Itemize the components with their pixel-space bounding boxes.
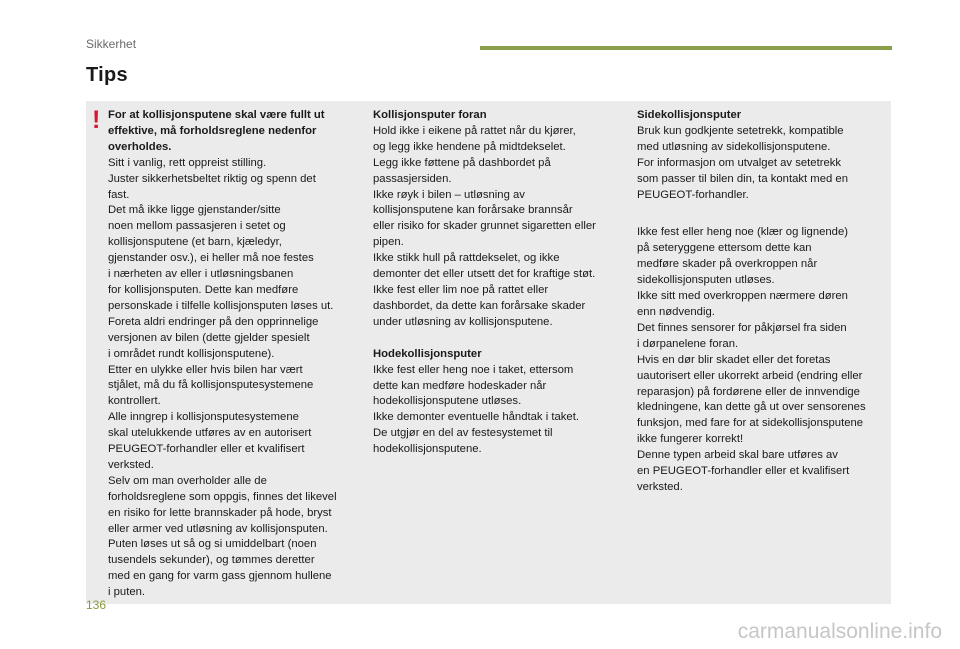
- precautions-text: Sitt i vanlig, rett oppreist stilling. Juster sikkerhetsbeltet riktig og spenn det fast. Det må ikke ligge gjenstander/sitte noen mellom passasjeren i setet og kollisjonsputene (et barn, kjæledyr, gjenstander osv.), ei heller må noe festes i nærheten av eller i utløsningsbanen for kollisjonsputen. Dette kan medføre personskade i tilfelle kollisjonsputen løses ut. Foreta aldri endringer på den opprinnelige versjonen av bilen (dette gjelder spesielt i området rundt kollisjonsputene). Etter en ulykke eller hvis bilen har vært stjålet, må du få kollisjonsputesystemene kontrollert. Alle inngrep i kollisjonsputesystemene skal utelukkende utføres av en autorisert PEUGEOT-forhandler eller et kvalifisert verksted. Selv om man overholder alle de forholdsreglene som oppgis, finnes det likevel en risiko for lette brannskader på hode, bryst eller armer ved utløsning av kollisjonsputen. Puten løses ut så og si umiddelbart (noen tusendels sekunder), og tømmes deretter med en gang for varm gass gjennom hullene i puten.: [108, 156, 337, 599]
- head-airbags-text: Ikke fest eller heng noe i taket, ettersom dette kan medføre hodeskader når hodekollisjonsputene utløses. Ikke demonter eventuelle håndtak i taket. De utgjør en del av festesystemet til hodekollisjonsputene.: [373, 363, 579, 456]
- side-airbags-text-2: Ikke fest eller heng noe (klær og lignende) på seteryggene ettersom dette kan medføre skader på overkroppen når sidekollisjonsputen utløses. Ikke sitt med overkroppen nærmere døren enn nødvendig. Det finnes sensorer for påkjørsel fra siden i dørpanelene foran. Hvis en dør blir skadet eller det foretas uautorisert eller ukorrekt arbeid (endring eller reparasjon) på fordørene eller de innvendige kledningene, kan dette gå ut over sensorenes funksjon, med fare for at sidekollisjonsputene ikke fungerer korrekt! Denne typen arbeid skal bare utføres av en PEUGEOT-forhandler eller et kvalifisert verksted.: [637, 226, 866, 493]
- page-title: Tips: [86, 64, 128, 86]
- exclamation-warning-icon: !: [92, 106, 101, 134]
- precautions-heading: For at kollisjonsputene skal være fullt ut effektive, må forholdsreglene nedenfor overholdes.: [108, 109, 325, 153]
- front-airbags-text: Hold ikke i eikene på rattet når du kjører, og legg ikke hendene på midtdekselet. Legg ikke føttene på dashbordet på passasjersiden. Ikke røyk i bilen – utløsning av kollisjonsputene kan forårsake brannsår eller risiko for skader grunnet sigaretten eller pipen. Ikke stikk hull på rattdekselet, og ikke demonter det eller utsett det for kraftige støt. Ikke fest eller lim noe på rattet eller dashbordet, da dette kan forårsake skader under utløsning av kollisjonsputene.: [373, 124, 596, 328]
- side-airbags-heading: Sidekollisjonsputer: [637, 109, 742, 121]
- head-airbags-heading: Hodekollisjonsputer: [373, 347, 482, 360]
- airbag-precautions-column: [108, 108, 368, 601]
- front-head-airbags-column: [373, 108, 628, 458]
- front-airbags-heading: Kollisjonsputer foran: [373, 109, 487, 121]
- side-airbags-column: [637, 108, 887, 496]
- watermark: carmanualsonline.info: [737, 620, 942, 643]
- header-accent-bar: [480, 46, 892, 50]
- page-number: 136: [86, 598, 107, 612]
- side-airbags-text: Bruk kun godkjente setetrekk, kompatible med utløsning av sidekollisjonsputene. For informasjon om utvalget av setetrekk som passer til bilen din, ta kontakt med en PEUGEOT-forhandler.: [637, 124, 848, 201]
- section-name: Sikkerhet: [86, 37, 137, 51]
